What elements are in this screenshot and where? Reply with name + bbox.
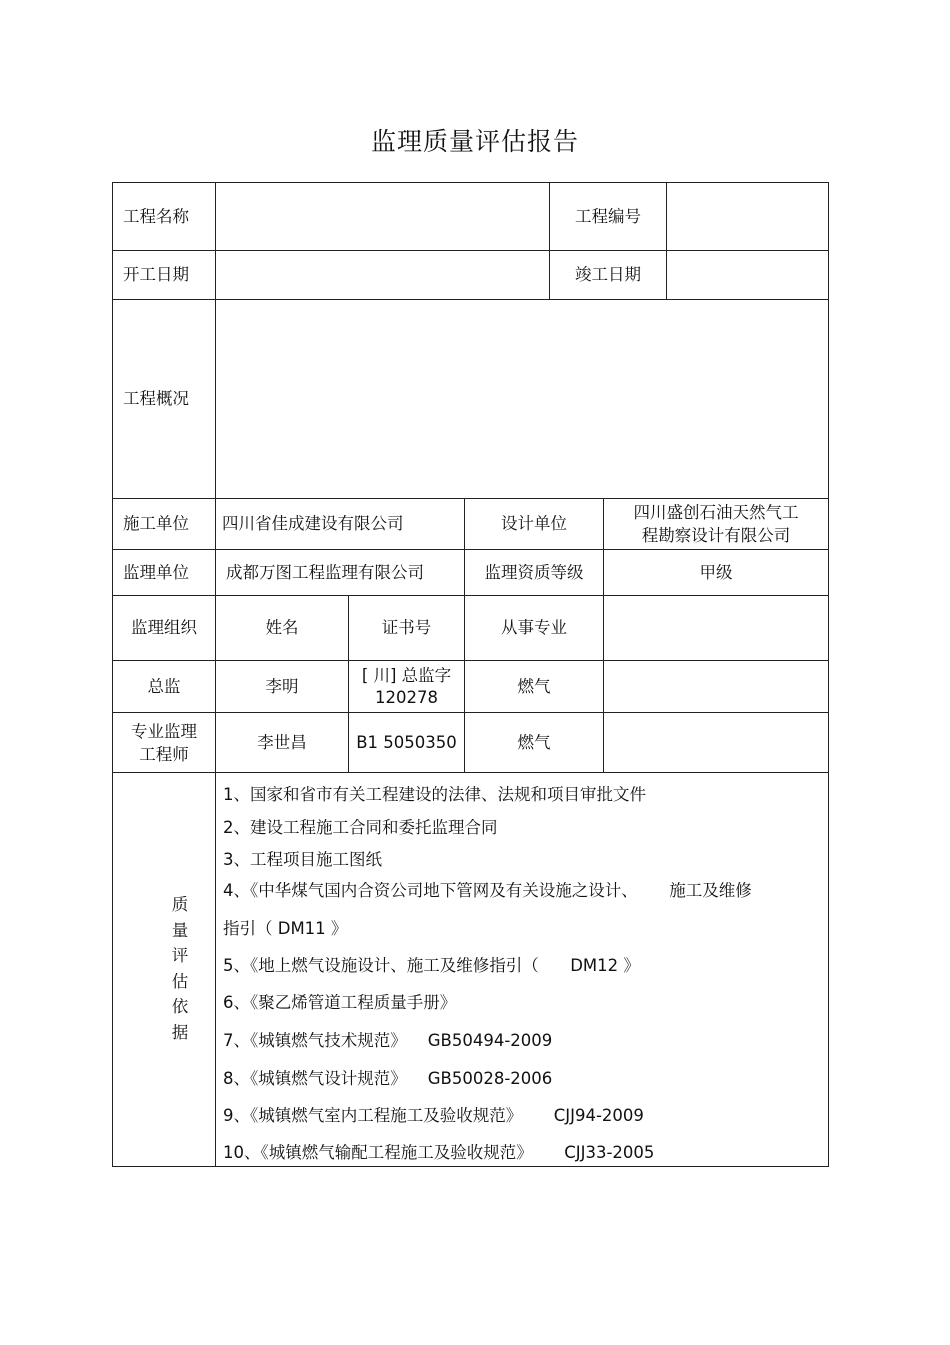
basis-line: 1、国家和省市有关工程建设的法律、法规和项目审批文件	[223, 785, 646, 804]
org-row-name: 李明	[265, 676, 299, 696]
basis-line: 7、《城镇燃气技术规范》 GB50494-2009	[223, 1031, 553, 1050]
design-unit-value	[604, 499, 828, 549]
org-col-cert: 证书号	[381, 618, 432, 637]
supervision-unit-value: 成都万图工程监理有限公司	[226, 562, 424, 582]
project-name-value	[216, 183, 549, 250]
construction-unit-value: 四川省佳成建设有限公司	[222, 514, 404, 533]
table-border-bottom	[112, 1166, 829, 1167]
design-unit-value-line2: 程勘察设计有限公司	[641, 526, 791, 545]
org-row-cert	[349, 661, 464, 712]
basis-line: 6、《聚乙烯管道工程质量手册》	[223, 993, 457, 1012]
basis-label-char: 评	[171, 946, 189, 965]
page-title: 监理质量评估报告	[370, 127, 579, 156]
basis-line: 8、《城镇燃气设计规范》 GB50028-2006	[223, 1069, 553, 1088]
org-col-name: 姓名	[265, 618, 299, 637]
org-row-role-line1: 专业监理	[131, 721, 197, 741]
start-date-value	[216, 251, 549, 299]
end-date-value	[667, 251, 828, 299]
project-number-value	[667, 183, 828, 250]
qualification-label: 监理资质等级	[484, 562, 584, 582]
start-date-label: 开工日期	[123, 265, 189, 284]
basis-label-char: 依	[171, 997, 189, 1016]
basis-label-char: 据	[171, 1022, 189, 1042]
org-row-major: 燃气	[517, 732, 551, 752]
basis-line: 2、建设工程施工合同和委托监理合同	[223, 818, 498, 837]
org-row-major: 燃气	[517, 676, 551, 696]
org-row-role: 总监	[147, 676, 181, 696]
org-row-role-line2: 工程师	[139, 744, 189, 764]
basis-label-char: 量	[171, 920, 189, 940]
design-unit-label: 设计单位	[501, 514, 567, 533]
org-row-cert-line1: [ 川] 总监字	[361, 665, 452, 685]
basis-line: 指引（ DM11 》	[223, 919, 348, 938]
org-row-cert: B1 5050350	[356, 732, 457, 752]
table-border-right	[828, 182, 829, 1167]
project-name-label: 工程名称	[123, 206, 189, 226]
design-unit-value-line1: 四川盛创石油天然气工	[633, 503, 799, 522]
basis-line: 10、《城镇燃气输配工程施工及验收规范》 CJJ33-2005	[223, 1143, 655, 1162]
org-col-major: 从事专业	[501, 618, 567, 637]
end-date-label: 竣工日期	[575, 265, 641, 284]
basis-line: 5、《地上燃气设施设计、施工及维修指引（ DM12 》	[223, 956, 640, 975]
basis-label	[165, 892, 195, 1045]
basis-line: 3、工程项目施工图纸	[223, 850, 382, 869]
overview-value	[216, 300, 828, 498]
row-divider	[112, 772, 829, 773]
organization-label: 监理组织	[131, 618, 197, 637]
project-number-label: 工程编号	[575, 206, 641, 226]
basis-line: 9、《城镇燃气室内工程施工及验收规范》 CJJ94-2009	[223, 1106, 644, 1125]
qualification-value: 甲级	[699, 562, 733, 582]
basis-label-char: 质	[171, 895, 189, 914]
basis-label-char: 估	[171, 971, 189, 991]
basis-line: 4、《中华煤气国内合资公司地下管网及有关设施之设计、 施工及维修	[223, 881, 752, 900]
overview-label: 工程概况	[123, 389, 189, 408]
org-row-cert-line2: 120278	[375, 687, 438, 707]
org-row-name: 李世昌	[257, 732, 307, 752]
supervision-unit-label: 监理单位	[123, 562, 189, 582]
construction-unit-label: 施工单位	[123, 514, 189, 533]
org-row-role	[113, 713, 215, 772]
